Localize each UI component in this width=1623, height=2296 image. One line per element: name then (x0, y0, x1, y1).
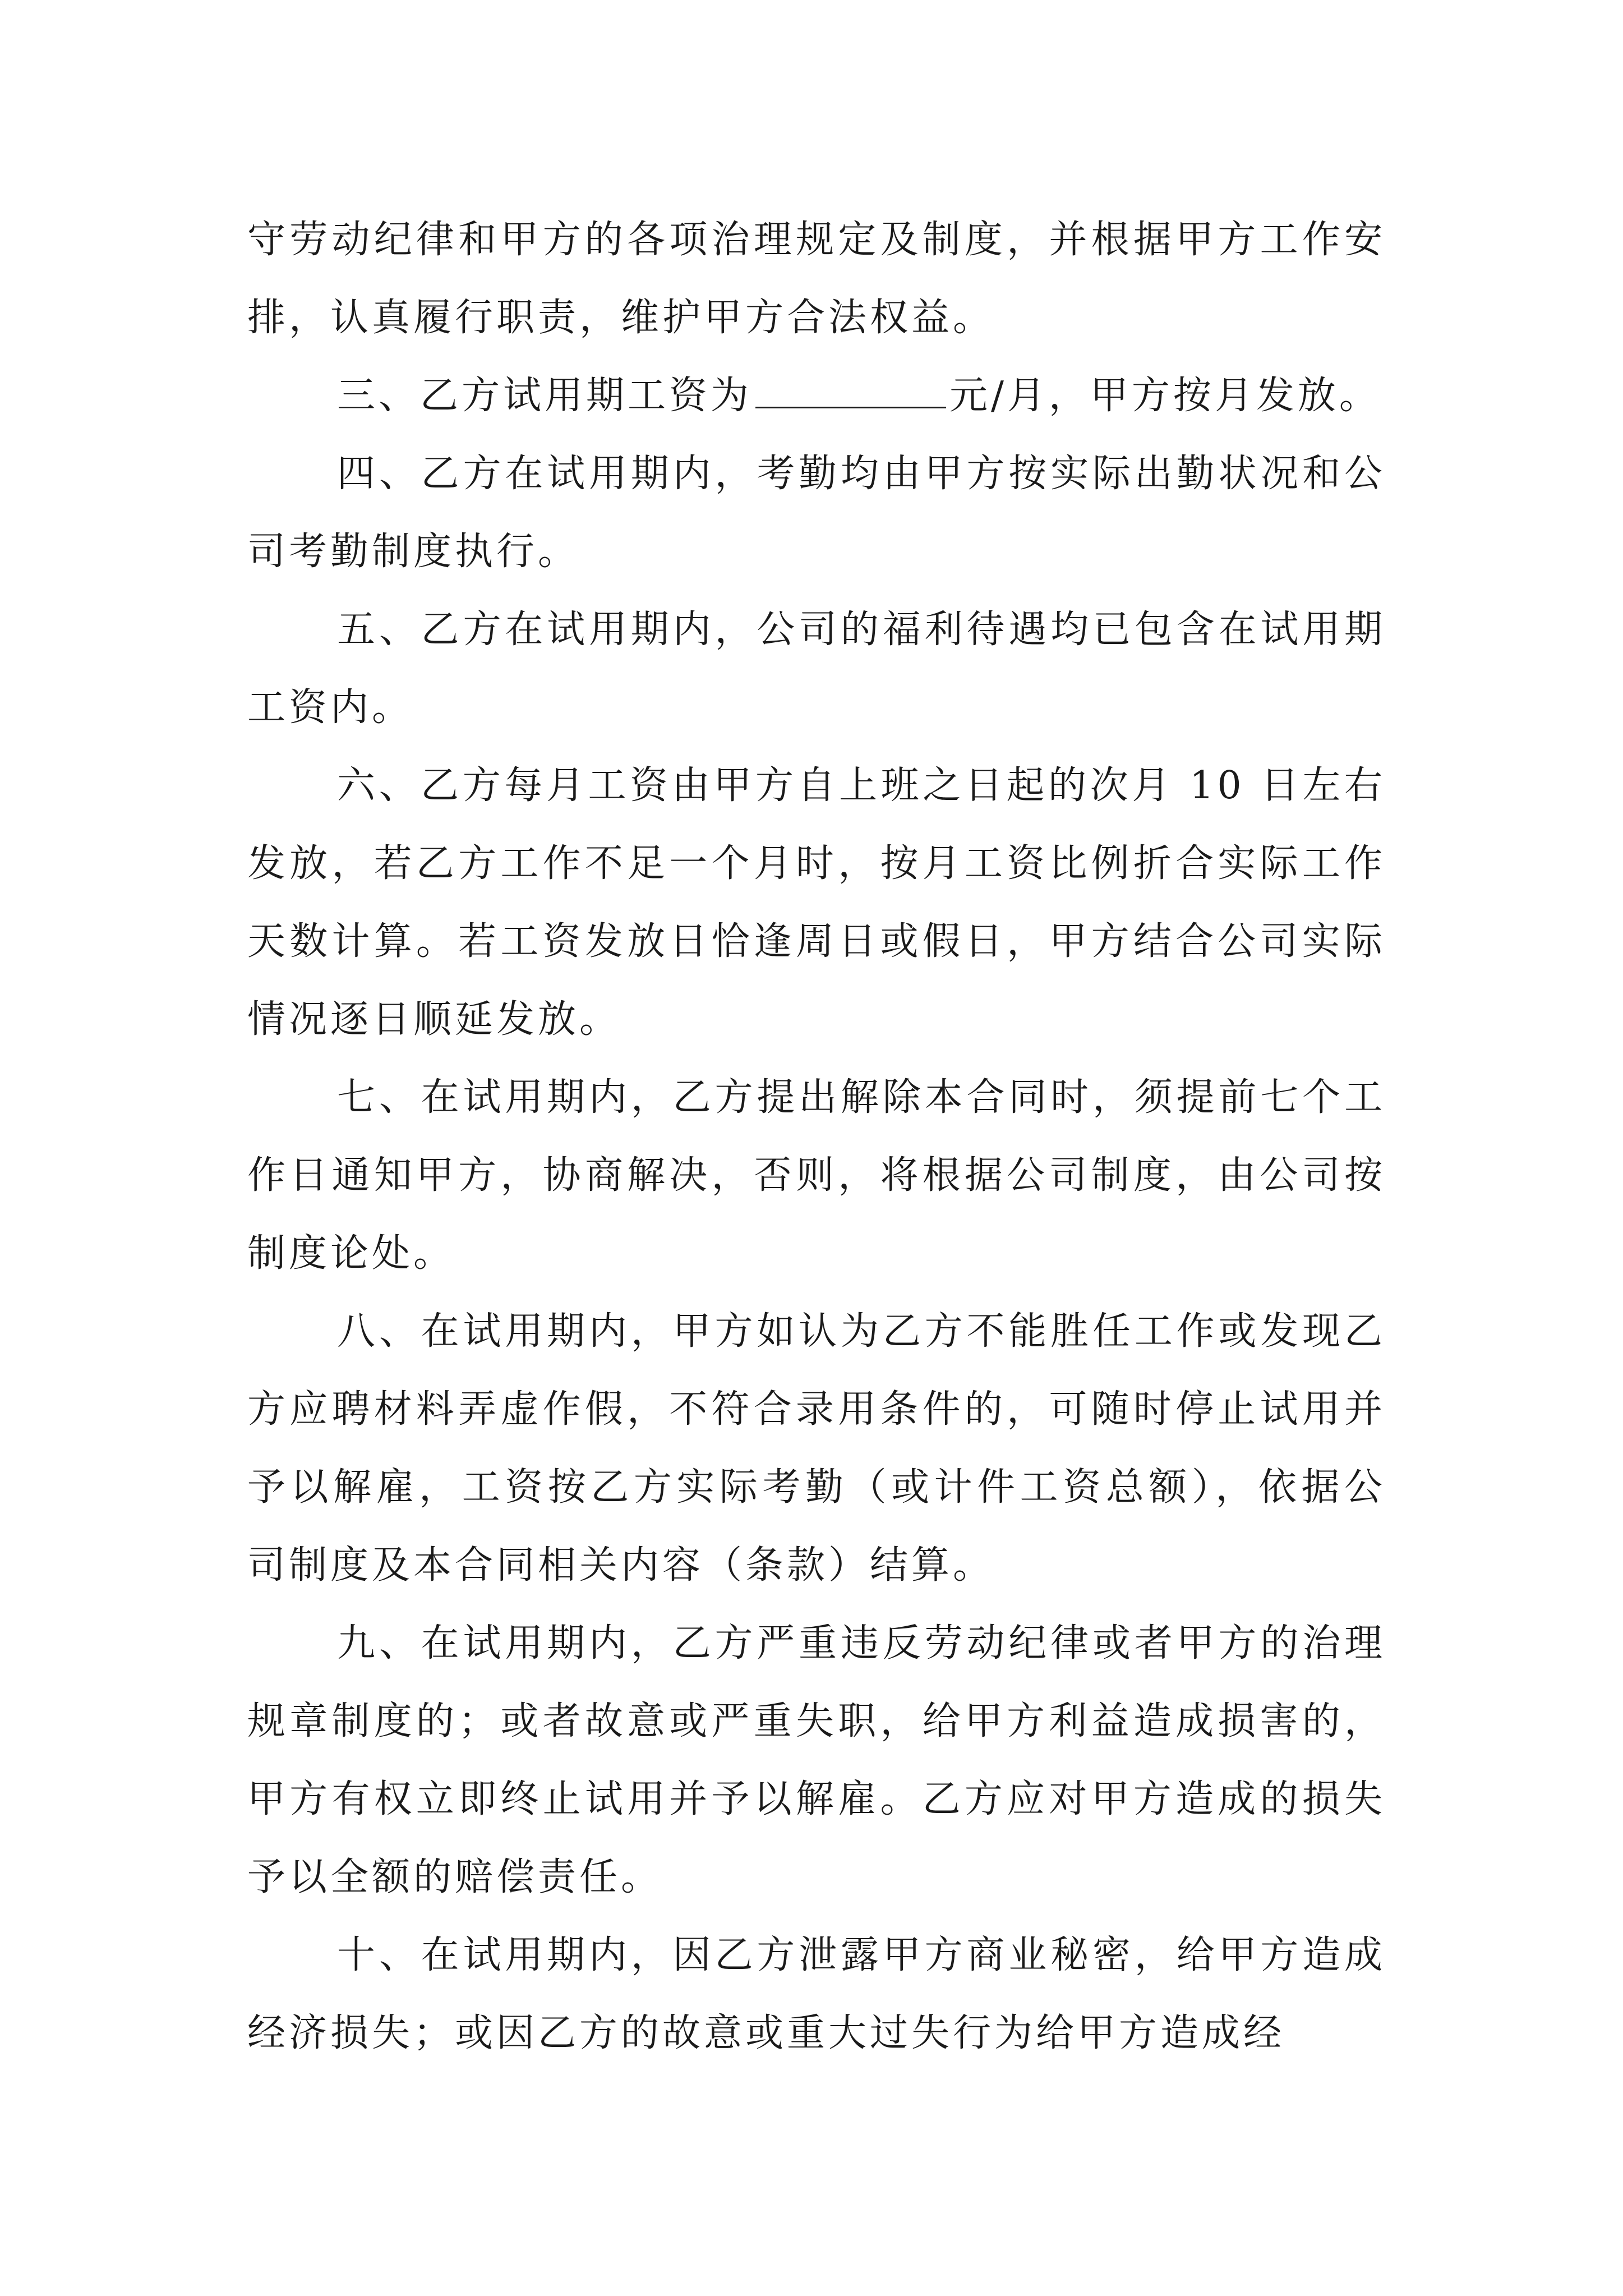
paragraph-clause-7: 七、在试用期内，乙方提出解除本合同时，须提前七个工作日通知甲方，协商解决，否则，将根据公司制度，由公司按制度论处。 (247, 1075, 1386, 1276)
salary-blank-line (755, 375, 946, 408)
clause-3-text-after: 元/月，甲方按月发放。 (949, 374, 1381, 418)
clause-3-text-before: 三、乙方试用期工资为 (337, 374, 753, 418)
paragraph-clause-8: 八、在试用期内，甲方如认为乙方不能胜任工作或发现乙方应聘材料弄虚作假，不符合录用条件的，可随时停止试用并予以解雇，工资按乙方实际考勤（或计件工资总额），依据公司制度及本合同相关内容（条款）结算。 (247, 1309, 1386, 1588)
paragraph-clause-10: 十、在试用期内，因乙方泄露甲方商业秘密，给甲方造成经济损失；或因乙方的故意或重大过失行为给甲方造成经 (247, 1933, 1386, 2055)
paragraph-clause-9: 九、在试用期内，乙方严重违反劳动纪律或者甲方的治理规章制度的；或者故意或严重失职，给甲方利益造成损害的，甲方有权立即终止试用并予以解雇。乙方应对甲方造成的损失予以全额的赔偿责任。 (247, 1621, 1386, 1899)
paragraph-clause-6: 六、乙方每月工资由甲方自上班之日起的次月 10 日左右发放，若乙方工作不足一个月时，按月工资比例折合实际工作天数计算。若工资发放日恰逢周日或假日，甲方结合公司实际情况逐日顺延发放。 (247, 763, 1386, 1042)
document-body (247, 201, 1386, 2072)
paragraph-clause-3 (247, 357, 1386, 435)
paragraph-clause-5: 五、乙方在试用期内，公司的福利待遇均已包含在试用期工资内。 (247, 608, 1386, 730)
paragraph-continuation: 守劳动纪律和甲方的各项治理规定及制度，并根据甲方工作安排，认真履行职责，维护甲方合法权益。 (247, 218, 1386, 340)
paragraph-clause-4: 四、乙方在试用期内，考勤均由甲方按实际出勤状况和公司考勤制度执行。 (247, 452, 1386, 574)
